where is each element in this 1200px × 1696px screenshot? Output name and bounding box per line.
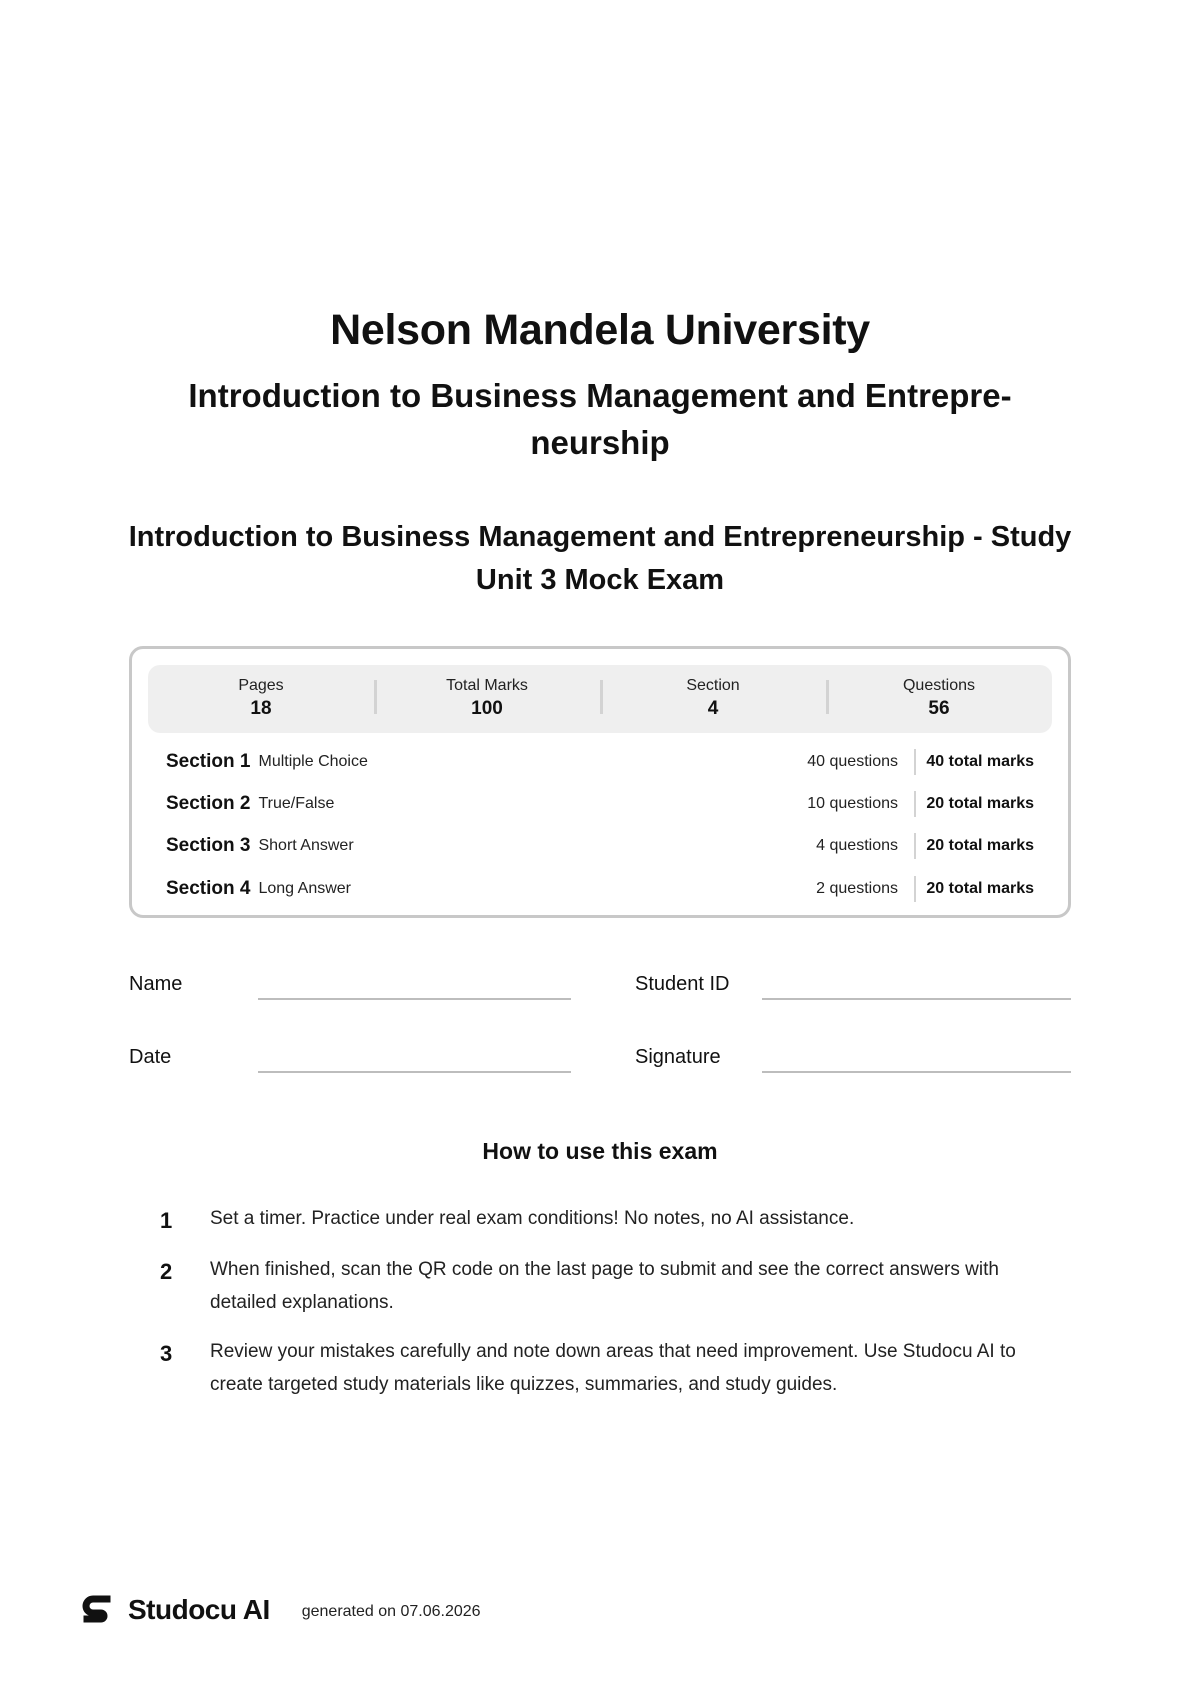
field-label: Student ID — [635, 973, 730, 995]
section-marks: 40 total marks — [926, 753, 1034, 770]
signature-blank-line[interactable] — [762, 1043, 1071, 1073]
section-type: Long Answer — [258, 880, 351, 897]
howto-title: How to use this exam — [482, 1138, 718, 1164]
section-list — [166, 741, 1034, 911]
section-row — [166, 741, 1034, 783]
section-questions: 40 questions — [807, 753, 898, 770]
stat-label: Questions — [902, 677, 976, 694]
stat-pages — [148, 676, 374, 722]
step-item — [160, 1335, 1060, 1401]
stat-label: Pages — [238, 677, 284, 694]
section-row — [166, 867, 1034, 911]
stat-label: Total Marks — [446, 677, 528, 694]
exam-summary-card — [129, 646, 1071, 918]
name-field — [129, 970, 635, 1043]
date-field — [129, 1043, 635, 1116]
stat-total-marks — [374, 676, 600, 722]
howto-steps — [160, 1202, 1060, 1417]
section-questions: 10 questions — [807, 795, 898, 812]
footer — [80, 1592, 481, 1628]
field-label: Date — [129, 1046, 172, 1068]
stat-value: 100 — [471, 698, 503, 719]
name-blank-line[interactable] — [258, 970, 571, 1000]
section-type: Short Answer — [258, 837, 354, 854]
section-marks: 20 total marks — [926, 880, 1034, 897]
section-row — [166, 783, 1034, 825]
section-marks: 20 total marks — [926, 795, 1034, 812]
section-name: Section 1 — [166, 751, 251, 772]
step-text: Review your mistakes carefully and note down areas that need improvement. Use Studocu AI to create targeted study materials like quizzes, summaries, and study guides. — [210, 1341, 1016, 1395]
section-questions: 2 questions — [816, 880, 898, 897]
stats-bar — [148, 665, 1052, 733]
step-text: Set a timer. Practice under real exam conditions! No notes, no AI assistance. — [210, 1208, 855, 1229]
student-info-form — [129, 970, 1071, 1116]
step-text: When finished, scan the QR code on the last page to submit and see the correct answers with detailed explanations. — [210, 1259, 999, 1313]
step-item — [160, 1202, 1060, 1237]
step-item — [160, 1253, 1060, 1319]
section-type: Multiple Choice — [258, 753, 368, 770]
brand-name: Studocu AI — [128, 1594, 270, 1625]
step-number: 2 — [160, 1259, 173, 1284]
studocu-logo-icon — [80, 1593, 114, 1627]
section-name: Section 2 — [166, 793, 251, 814]
date-blank-line[interactable] — [258, 1043, 571, 1073]
university-title: Nelson Mandela University — [330, 306, 870, 354]
section-questions: 4 questions — [816, 837, 898, 854]
generated-date: generated on 07.06.2026 — [301, 1603, 481, 1620]
stat-value: 4 — [707, 698, 719, 719]
student-id-field — [635, 970, 1071, 1043]
student-id-blank-line[interactable] — [762, 970, 1071, 1000]
stat-label: Section — [686, 677, 740, 694]
stat-questions — [826, 676, 1052, 722]
step-number: 1 — [160, 1208, 173, 1233]
section-row — [166, 825, 1034, 867]
field-label: Name — [129, 973, 183, 995]
section-name: Section 3 — [166, 835, 251, 856]
field-label: Signature — [635, 1046, 721, 1068]
section-name: Section 4 — [166, 878, 251, 899]
stat-value: 56 — [928, 698, 950, 719]
course-title: Introduction to Business Management and Entrepre- neurship — [188, 377, 1012, 461]
stat-value: 18 — [250, 698, 272, 719]
exam-title: Introduction to Business Management and Entrepreneurship - Study Unit 3 Mock Exam — [128, 521, 1072, 596]
stat-sections — [600, 676, 826, 722]
section-marks: 20 total marks — [926, 837, 1034, 854]
step-number: 3 — [160, 1341, 173, 1366]
section-type: True/False — [258, 795, 335, 812]
signature-field — [635, 1043, 1071, 1116]
